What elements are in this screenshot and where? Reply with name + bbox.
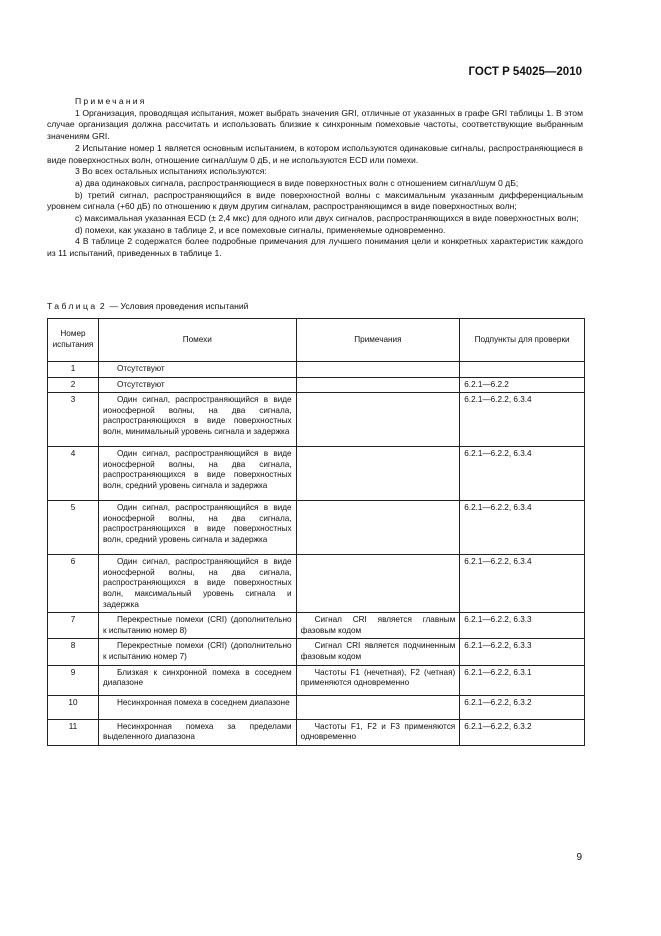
cell-subclauses — [460, 362, 585, 378]
notes-title: Примечания — [75, 96, 147, 106]
cell-subclauses: 6.2.1—6.2.2, 6.3.1 — [460, 665, 585, 695]
note-paragraph: 2 Испытание номер 1 является основным испытанием, в котором используются одинаковые сигналы, распространяющиеся в виде поверхностных волн, отношение сигнал/шум 0 дБ, и не используются ECD или помехи. — [47, 142, 583, 165]
cell-number: 11 — [48, 719, 99, 745]
table-row — [48, 613, 585, 639]
cell-subclauses: 6.2.1—6.2.2, 6.3.4 — [460, 555, 585, 613]
note-paragraph: 4 В таблице 2 содержатся более подробные примечания для лучшего понимания цели и конкретных характеристик каждого из 11 испытаний, приведенных в таблице 1. — [47, 236, 583, 259]
note-paragraph: d) помехи, как указано в таблице 2, и все помеховые сигналы, применяемые одновременно. — [75, 224, 446, 235]
table-row — [48, 665, 585, 695]
cell-interference: Один сигнал, распространяющийся в виде ионосферной волны, на два сигнала, распространяющихся в виде поверхностных волн, максимальный уровень сигнала и задержка — [98, 555, 296, 613]
cell-number: 6 — [48, 555, 99, 613]
cell-interference: Один сигнал, распространяющийся в виде ионосферной волны, на два сигнала, распространяющихся в виде поверхностных волн, минимальный уровень сигнала и задержка — [98, 393, 296, 447]
col-header-subclauses: Подпункты для проверки — [460, 319, 585, 362]
cell-interference: Близкая к синхронной помеха в соседнем диапазоне — [98, 665, 296, 695]
cell-interference: Несинхронная помеха за пределами выделенного диапазона — [98, 719, 296, 745]
cell-notes — [296, 393, 460, 447]
cell-number: 9 — [48, 665, 99, 695]
document-code: ГОСТ Р 54025—2010 — [468, 66, 582, 78]
cell-notes — [296, 362, 460, 378]
table-row — [48, 695, 585, 719]
cell-interference: Один сигнал, распространяющийся в виде ионосферной волны, на два сигнала, распространяющихся в виде поверхностных волн, средний уровень сигнала и задержка — [98, 447, 296, 501]
cell-interference: Перекрестные помехи (CRI) (дополнительно к испытанию номер 7) — [98, 639, 296, 665]
table-header-row — [48, 319, 585, 362]
cell-number: 3 — [48, 393, 99, 447]
table-row — [48, 447, 585, 501]
cell-notes: Частоты F1, F2 и F3 применяются одновременно — [296, 719, 460, 745]
cell-interference: Несинхронная помеха в соседнем диапазоне — [98, 695, 296, 719]
cell-interference: Перекрестные помехи (CRI) (дополнительно к испытанию номер 8) — [98, 613, 296, 639]
cell-subclauses: 6.2.1—6.2.2, 6.3.3 — [460, 639, 585, 665]
page-number: 9 — [576, 852, 582, 863]
table-caption-number: 2 — [99, 301, 108, 311]
cell-number: 2 — [48, 377, 99, 393]
notes-block — [47, 96, 583, 260]
cell-subclauses: 6.2.1—6.2.2 — [460, 377, 585, 393]
table-row — [48, 393, 585, 447]
cell-number: 5 — [48, 501, 99, 555]
cell-notes — [296, 501, 460, 555]
note-paragraph: 3 Во всех остальных испытаниях используются: — [75, 166, 267, 177]
cell-number: 10 — [48, 695, 99, 719]
cell-number: 1 — [48, 362, 99, 378]
cell-interference: Один сигнал, распространяющийся в виде ионосферной волны, на два сигнала, распространяющихся в виде поверхностных волн, средний уровень сигнала и задержка — [98, 501, 296, 555]
cell-notes — [296, 447, 460, 501]
cell-subclauses: 6.2.1—6.2.2, 6.3.4 — [460, 501, 585, 555]
cell-subclauses: 6.2.1—6.2.2, 6.3.4 — [460, 447, 585, 501]
cell-subclauses: 6.2.1—6.2.2, 6.3.2 — [460, 719, 585, 745]
table-row — [48, 639, 585, 665]
table-caption-title: — Условия проведения испытаний — [107, 301, 249, 311]
note-paragraph: с) максимальная указанная ECD (± 2,4 мкс) для одного или двух сигналов, распространяющихся в виде поверхностных волн; — [75, 213, 579, 224]
cell-notes: Сигнал CRI является главным фазовым кодом — [296, 613, 460, 639]
table-row — [48, 501, 585, 555]
table-row — [48, 377, 585, 393]
col-header-number: Номер испытания — [48, 319, 99, 362]
cell-number: 7 — [48, 613, 99, 639]
note-paragraph: b) третий сигнал, распространяющийся в виде поверхностной волны с максимальным указанным дифференциальным уровнем сигнала (+60 дБ) по отношению к двум другим сигналам, распространяющимся в виде поверхностных волн; — [47, 189, 583, 212]
col-header-interference: Помехи — [98, 319, 296, 362]
cell-number: 8 — [48, 639, 99, 665]
cell-interference: Отсутствуют — [98, 362, 296, 378]
cell-notes: Частоты F1 (нечетная), F2 (четная) применяются одновременно — [296, 665, 460, 695]
note-paragraph: а) два одинаковых сигнала, распространяющиеся в виде поверхностных волн с отношением сигнал/шум 0 дБ; — [75, 177, 519, 188]
table-row — [48, 362, 585, 378]
table-row — [48, 719, 585, 745]
cell-notes: Сигнал CRI является подчиненным фазовым кодом — [296, 639, 460, 665]
table-row — [48, 555, 585, 613]
conditions-table — [47, 318, 585, 746]
note-paragraph: 1 Организация, проводящая испытания, может выбрать значения GRI, отличные от указанных в графе GRI таблицы 1. В этом случае организация должна рассчитать и использовать близкие к синхронным помеховые частоты, соответствующие выбранным значениям GRI. — [47, 107, 583, 142]
table-caption — [47, 301, 248, 311]
cell-subclauses: 6.2.1—6.2.2, 6.3.4 — [460, 393, 585, 447]
col-header-notes: Примечания — [296, 319, 460, 362]
cell-notes — [296, 695, 460, 719]
cell-subclauses: 6.2.1—6.2.2, 6.3.2 — [460, 695, 585, 719]
cell-interference: Отсутствуют — [98, 377, 296, 393]
cell-number: 4 — [48, 447, 99, 501]
cell-subclauses: 6.2.1—6.2.2, 6.3.3 — [460, 613, 585, 639]
cell-notes — [296, 377, 460, 393]
cell-notes — [296, 555, 460, 613]
table-caption-label: Таблица — [47, 301, 98, 311]
